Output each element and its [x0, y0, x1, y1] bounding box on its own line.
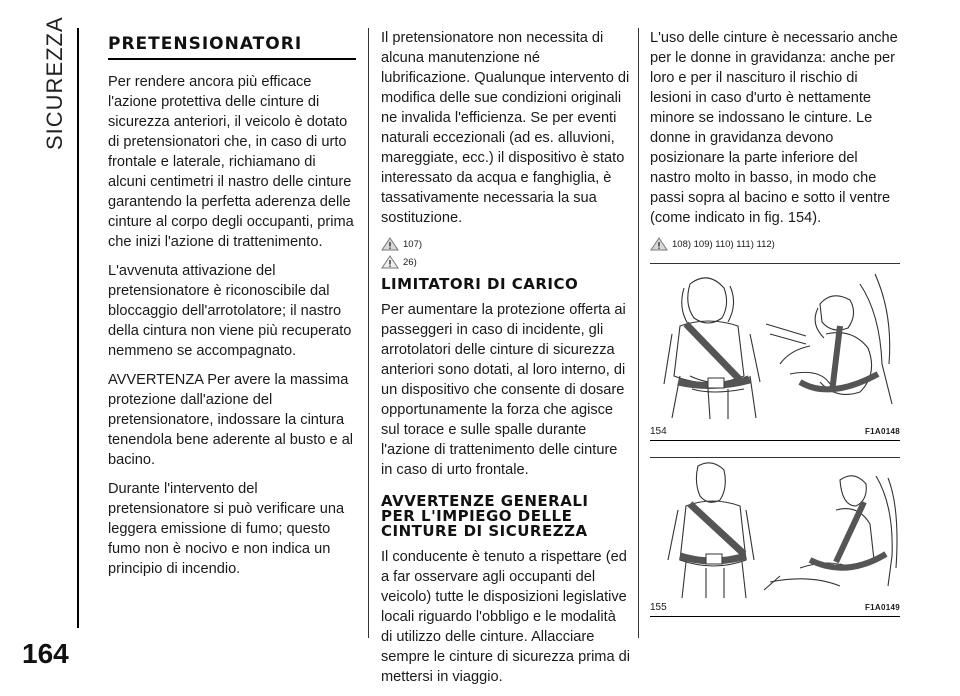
heading-line: CINTURE DI SICUREZZA	[381, 522, 588, 540]
figure-number: 155	[650, 602, 667, 613]
caution-triangle-icon	[381, 255, 399, 269]
heading-line: PER L'IMPIEGO DELLE	[381, 507, 573, 525]
warning-triangle-icon	[650, 237, 668, 251]
page-number: 164	[22, 638, 69, 669]
column-3	[650, 28, 900, 617]
figure-code: F1A0149	[864, 603, 900, 612]
paragraph: Per aumentare la protezione offerta ai passeggeri in caso di incidente, gli arrotolatori delle cinture di sicurezza anteriori sono dotati, al loro interno, di un dispositivo che consente di dosare opportunamente la forza che agisce sul torace e sulle spalle durante l'azione di trattenimento delle cinture in caso di urto frontale.	[381, 302, 626, 478]
paragraph: Per rendere ancora più efficace l'azione protettiva delle cinture di sicurezza anteriori, il veicolo è dotato di pretensionatori che, in caso di urto frontale e laterale, richiamano di alcuni centimetri il nastro delle cinture garantendo la perfetta aderenza delle cinture al corpo degli occupanti, prima che inizi l'azione di trattenimento.	[108, 74, 354, 250]
column-divider	[638, 28, 639, 638]
pregnant-seatbelt-illustration	[650, 264, 900, 424]
paragraph: L'avvenuta attivazione del pretensionatore è riconoscibile dal bloccaggio dell'arrotolatore; il nastro della cintura non viene più recuperato nemmeno se accompagnato.	[108, 263, 352, 359]
paragraph: Il pretensionatore non necessita di alcuna manutenzione né lubrificazione. Qualunque intervento di modifica delle sue condizioni originali ne invalida l'efficienza. Se per eventi naturali eccezionali (ad es. alluvioni, mareggiate, ecc.) il dispositivo è stato interessato da acqua e fanghiglia, è tassativamente necessaria la sua sostituzione.	[381, 30, 630, 226]
figure-caption	[650, 424, 900, 441]
section-side-label	[42, 16, 82, 190]
caution-ref-text: 26)	[403, 256, 417, 268]
seatbelt-posture-illustration	[650, 458, 900, 600]
warning-reference	[650, 237, 900, 251]
figure-155	[650, 457, 900, 617]
side-rule	[77, 28, 79, 628]
heading-line: AVVERTENZE GENERALI	[381, 492, 589, 510]
warning-ref-text: 108) 109) 110) 111) 112)	[672, 238, 775, 250]
column-divider	[368, 28, 369, 638]
caution-reference	[381, 255, 631, 269]
paragraph: AVVERTENZA Per avere la massima protezione dall'azione del pretensionatore, indossare la cintura tenendola bene aderente al busto e al bacino.	[108, 372, 354, 468]
warning-reference	[381, 237, 631, 251]
figure-number: 154	[650, 426, 667, 437]
heading-limitatori: LIMITATORI DI CARICO	[381, 275, 579, 293]
warning-triangle-icon	[381, 237, 399, 251]
column-1	[108, 28, 356, 588]
paragraph: L'uso delle cinture è necessario anche per le donne in gravidanza: anche per loro e per il nascituro il rischio di lesioni in caso d'urto è nettamente minore se indossano le cinture. Le donne in gravidanza devono posizionare la parte inferiore del nastro molto in basso, in modo che passi sopra al bacino e sotto il ventre (come indicato in fig. 154).	[650, 30, 898, 226]
heading-avvertenze	[381, 494, 631, 539]
paragraph: Il conducente è tenuto a rispettare (ed a far osservare agli occupanti del veicolo) tutte le disposizioni legislative locali riguardo l'obbligo e le modalità di utilizzo delle cinture. Allacciare sempre le cinture di sicurezza prima di mettersi in viaggio.	[381, 549, 630, 685]
section-title: SICUREZZA	[42, 16, 67, 150]
column-2	[381, 28, 631, 696]
paragraph: Durante l'intervento del pretensionatore si può verificare una leggera emissione di fumo; questo fumo non è nocivo e non indica un principio di incendio.	[108, 481, 345, 577]
figure-154	[650, 263, 900, 441]
heading-pretensionatori: PRETENSIONATORI	[108, 34, 356, 60]
figure-code: F1A0148	[864, 427, 900, 436]
figure-caption	[650, 600, 900, 617]
warning-ref-text: 107)	[403, 238, 423, 250]
